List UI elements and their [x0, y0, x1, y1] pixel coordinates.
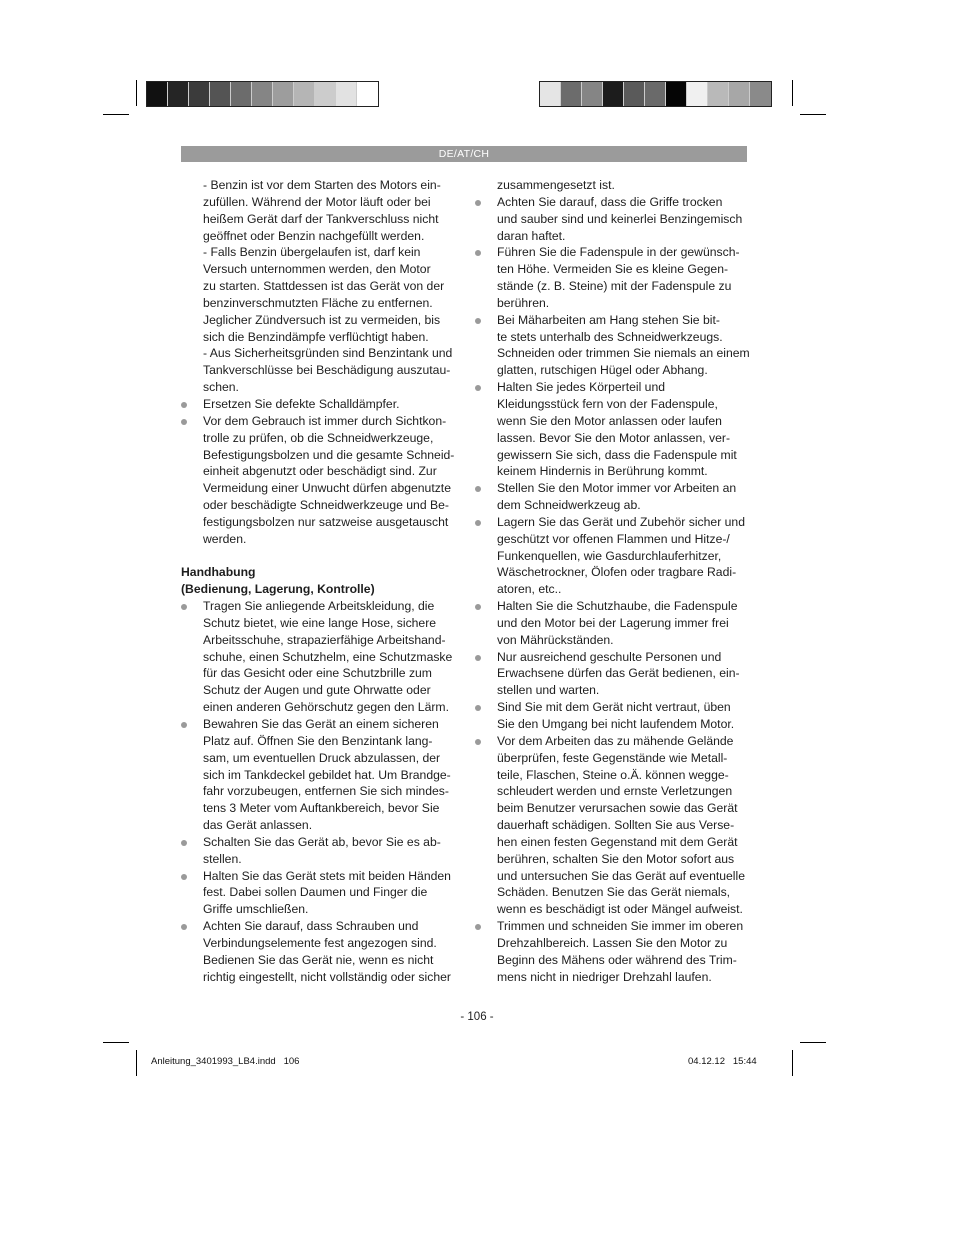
color-swatch: [603, 82, 624, 106]
text-line: Wäschetrockner, Ölofen oder tragbare Radi-: [497, 565, 737, 580]
bullet-item: [181, 598, 457, 716]
color-swatch: [231, 82, 252, 106]
color-swatch: [645, 82, 666, 106]
text-line: beim Benutzer verursachen sowie das Gerät: [497, 801, 738, 816]
text-line: Platz auf. Öffnen Sie den Benzintank lang-: [203, 733, 433, 748]
text-line: Bewahren Sie das Gerät an einem sicheren: [203, 717, 439, 731]
text-line: Halten Sie das Gerät stets mit beiden Händen: [203, 868, 451, 883]
color-swatch: [624, 82, 645, 106]
text-line: geschützt vor offenen Flammen und Hitze-/: [497, 531, 730, 546]
bullet-dot-icon: [475, 318, 481, 324]
text-line: - Benzin ist vor dem Starten des Motors ein-: [203, 178, 441, 192]
text-line: schuhe, einen Schutzhelm, eine Schutzmaske: [203, 649, 453, 664]
bullet-item: [475, 312, 751, 379]
text-line: Schäden. Benutzen Sie das Gerät niemals,: [497, 885, 731, 900]
text-line: festigungsbolzen nur satzweise ausgetauscht: [203, 514, 449, 529]
text-line: wenn Sie den Motor anlassen oder laufen: [497, 413, 722, 428]
text-line: zusammengesetzt ist.: [497, 178, 615, 192]
text-line: sam, um eventuellen Druck abzulassen, der: [203, 750, 441, 765]
text-line: teile, Flaschen, Steine o.Ä. können wegge-: [497, 767, 729, 782]
color-swatch: [729, 82, 750, 106]
text-line: Nur ausreichend geschulte Personen und: [497, 649, 722, 664]
bullet-item: [181, 918, 457, 985]
text-line: Drehzahlbereich. Lassen Sie den Motor zu: [497, 935, 728, 950]
text-line: benzinverschmutzten Fläche zu entfernen.: [203, 295, 433, 310]
text-line: schleudert werden und ernste Verletzungen: [497, 784, 733, 799]
bullet-dot-icon: [475, 385, 481, 391]
text-line: mens nicht in niedriger Drehzahl laufen.: [497, 969, 712, 984]
bullet-dot-icon: [475, 604, 481, 610]
text-line: Vor dem Gebrauch ist immer durch Sichtkon-: [203, 413, 447, 428]
text-line: Schutz der Augen und gute Ohrwatte oder: [203, 683, 431, 698]
text-line: Achten Sie darauf, dass die Griffe trocken: [497, 194, 723, 209]
bullet-dot-icon: [475, 520, 481, 526]
text-line: - Falls Benzin übergelaufen ist, darf kein: [203, 245, 421, 260]
crop-mark: [792, 1050, 793, 1076]
text-line: Ersetzen Sie defekte Schalldämpfer.: [203, 396, 400, 411]
text-line: te stets unterhalb des Schneidwerkzeugs.: [497, 329, 723, 344]
color-swatch: [210, 82, 231, 106]
crop-mark: [136, 80, 137, 106]
text-line: heißem Gerät darf der Tankverschluss nicht: [203, 211, 439, 226]
text-line: Schalten Sie das Gerät ab, bevor Sie es ab-: [203, 834, 441, 849]
text-line: berühren, schalten Sie den Motor sofort aus: [497, 851, 735, 866]
text-line: Sind Sie mit dem Gerät nicht vertraut, üben: [497, 700, 731, 715]
text-line: Bedienen Sie das Gerät nie, wenn es nicht: [203, 952, 434, 967]
right-column: [475, 177, 751, 986]
color-swatch: [582, 82, 603, 106]
text-line: dauerhaft schädigen. Sollten Sie aus Verse-: [497, 818, 735, 833]
text-line: Versuch unternommen werden, den Motor: [203, 262, 431, 277]
bullet-dot-icon: [181, 604, 187, 610]
text-line: lassen. Bevor Sie den Motor anlassen, ver-: [497, 430, 731, 445]
text-line: und untersuchen Sie das Gerät auf eventuelle: [497, 868, 745, 883]
text-line: und sauber sind und keinerlei Benzingemisch: [497, 211, 743, 226]
text-line: wenn es beschädigt ist oder Mängel aufweist.: [497, 902, 743, 917]
color-swatch: [294, 82, 315, 106]
text-line: Kleidungsstück fern von der Fadenspule,: [497, 396, 718, 411]
fuel-safety-paragraph: [181, 177, 457, 396]
bullet-item: [475, 480, 751, 514]
color-swatch: [147, 82, 168, 106]
text-line: berühren.: [497, 295, 550, 310]
bullet-item: [181, 868, 457, 919]
language-region-header: DE/AT/CH: [181, 146, 747, 162]
bullet-item: [475, 244, 751, 311]
text-line: Vermeidung einer Unwucht dürfen abgenutzte: [203, 481, 451, 496]
text-line: Führen Sie die Fadenspule in der gewünsch-: [497, 245, 740, 260]
crop-mark: [800, 114, 826, 115]
bullet-list: [181, 598, 457, 985]
color-swatch: [687, 82, 708, 106]
bullet-item: [475, 918, 751, 985]
footer-file-name: Anleitung_3401993_LB4.indd 106: [151, 1056, 300, 1067]
section-heading-title: Handhabung: [181, 565, 256, 580]
text-line: das Gerät anlassen.: [203, 818, 313, 833]
bullet-dot-icon: [181, 874, 187, 880]
color-swatch: [357, 82, 378, 106]
text-line: trolle zu prüfen, ob die Schneidwerkzeuge,: [203, 430, 434, 445]
text-line: daran haftet.: [497, 228, 566, 243]
text-line: gewissern Sie sich, dass die Fadenspule mit: [497, 447, 737, 462]
bullet-dot-icon: [475, 739, 481, 745]
text-line: Lagern Sie das Gerät und Zubehör sicher und: [497, 514, 745, 529]
text-line: fest. Dabei sollen Daumen und Finger die: [203, 885, 428, 900]
crop-mark: [792, 80, 793, 106]
bullet-dot-icon: [475, 200, 481, 206]
text-line: Tragen Sie anliegende Arbeitskleidung, die: [203, 599, 435, 614]
text-line: Beginn des Mähens oder während des Trim-: [497, 952, 737, 967]
text-line: Tankverschlüsse bei Beschädigung auszutau-: [203, 363, 451, 378]
bullet-item: [475, 649, 751, 700]
text-line: - Aus Sicherheitsgründen sind Benzintank und: [203, 346, 453, 361]
color-calibration-bar-right: [539, 81, 772, 107]
text-line: oder beschädigte Schneidwerkzeuge und Be-: [203, 498, 449, 513]
text-line: und den Motor bei der Lagerung immer frei: [497, 615, 729, 630]
text-line: sich die Benzindämpfe verflüchtigt haben.: [203, 329, 429, 344]
color-swatch: [168, 82, 189, 106]
text-line: sich im Tankdeckel gebildet hat. Um Brandge-: [203, 767, 451, 782]
text-line: Achten Sie darauf, dass Schrauben und: [203, 919, 419, 934]
color-swatch: [750, 82, 771, 106]
color-swatch: [189, 82, 210, 106]
bullet-dot-icon: [181, 722, 187, 728]
text-line: Schneiden oder trimmen Sie niemals an einem: [497, 346, 750, 361]
text-line: überprüfen, feste Gegenstände wie Metall-: [497, 750, 728, 765]
section-heading: [181, 564, 457, 598]
bullet-list: [181, 396, 457, 548]
text-line: fahr vorzubeugen, entfernen Sie sich mindes-: [203, 784, 449, 799]
text-line: Jeglicher Zündversuch ist zu vermeiden, bis: [203, 312, 441, 327]
bullet-item: [475, 598, 751, 649]
bullet-dot-icon: [181, 840, 187, 846]
bullet-item: [475, 194, 751, 245]
text-line: glatten, rutschigen Hügel oder Abhang.: [497, 363, 708, 378]
text-line: Halten Sie die Schutzhaube, die Fadenspule: [497, 599, 738, 614]
page-number: - 106 -: [460, 1011, 494, 1023]
text-line: schen.: [203, 380, 239, 395]
text-line: Vor dem Arbeiten das zu mähende Gelände: [497, 733, 734, 748]
bullet-item: [475, 379, 751, 480]
continued-paragraph: [475, 177, 751, 194]
color-swatch: [315, 82, 336, 106]
crop-mark: [103, 114, 129, 115]
section-heading-subtitle: (Bedienung, Lagerung, Kontrolle): [181, 582, 375, 597]
text-line: werden.: [203, 531, 247, 546]
left-column: [181, 177, 457, 986]
text-line: Schutz bietet, wie eine lange Hose, sichere: [203, 615, 437, 630]
crop-mark: [800, 1042, 826, 1043]
text-line: tens 3 Meter vom Auftankbereich, bevor Sie: [203, 801, 440, 816]
text-line: zu starten. Stattdessen ist das Gerät von der: [203, 279, 445, 294]
color-swatch: [273, 82, 294, 106]
color-swatch: [666, 82, 687, 106]
text-line: Sie den Umgang bei nicht laufendem Motor.: [497, 717, 735, 731]
text-line: Arbeitsschuhe, strapazierfähige Arbeitshand-: [203, 632, 446, 647]
bullet-item: [475, 514, 751, 598]
text-line: Funkenquellen, wie Gasdurchlauferhitzer,: [497, 548, 722, 563]
bullet-item: [181, 834, 457, 868]
text-line: Trimmen und schneiden Sie immer im oberen: [497, 919, 744, 934]
color-swatch: [252, 82, 273, 106]
color-swatch: [561, 82, 582, 106]
text-line: zufüllen. Während der Motor läuft oder bei: [203, 194, 431, 209]
bullet-dot-icon: [181, 419, 187, 425]
text-line: hen einen festen Gegenstand mit dem Gerät: [497, 834, 738, 849]
bullet-item: [181, 716, 457, 834]
bullet-dot-icon: [475, 655, 481, 661]
bullet-dot-icon: [181, 924, 187, 930]
crop-mark: [136, 1050, 137, 1076]
text-line: einheit abgenutzt oder beschädigt sind. Zur: [203, 464, 437, 479]
color-calibration-bar-left: [146, 81, 379, 107]
bullet-item: [181, 396, 457, 413]
text-line: Bei Mäharbeiten am Hang stehen Sie bit-: [497, 312, 720, 327]
text-line: richtig eingestellt, nicht vollständig oder sicher: [203, 969, 451, 984]
bullet-dot-icon: [475, 705, 481, 711]
text-line: Verbindungselemente fest angezogen sind.: [203, 935, 437, 950]
text-line: ten Höhe. Vermeiden Sie es kleine Gegen-: [497, 262, 729, 277]
bullet-item: [475, 733, 751, 918]
text-line: Befestigungsbolzen und die gesamte Schneid-: [203, 447, 455, 462]
color-swatch: [540, 82, 561, 106]
text-line: Stellen Sie den Motor immer vor Arbeiten an: [497, 481, 737, 496]
text-line: keinem Hindernis in Berührung kommt.: [497, 464, 708, 479]
text-line: geöffnet oder Benzin nachgefüllt werden.: [203, 228, 425, 243]
bullet-dot-icon: [475, 250, 481, 256]
text-line: stellen und warten.: [497, 683, 600, 698]
color-swatch: [708, 82, 729, 106]
text-line: atoren, etc..: [497, 582, 562, 597]
bullet-dot-icon: [181, 402, 187, 408]
text-line: Griffe umschließen.: [203, 902, 309, 917]
text-line: einen anderen Gehörschutz gegen den Lärm.: [203, 700, 449, 715]
text-line: stellen.: [203, 851, 242, 866]
crop-mark: [103, 1042, 129, 1043]
bullet-list: [475, 194, 751, 986]
bullet-item: [475, 699, 751, 733]
bullet-dot-icon: [475, 486, 481, 492]
bullet-dot-icon: [475, 924, 481, 930]
text-line: Erwachsene dürfen das Gerät bedienen, ein-: [497, 666, 740, 681]
text-line: für das Gesicht oder eine Schutzbrille zum: [203, 666, 432, 681]
footer-date-time: 04.12.12 15:44: [688, 1056, 757, 1067]
bullet-item: [181, 413, 457, 548]
color-swatch: [336, 82, 357, 106]
text-line: Halten Sie jedes Körperteil und: [497, 380, 666, 395]
text-line: stände (z. B. Steine) mit der Fadenspule zu: [497, 279, 732, 294]
text-line: von Mährückständen.: [497, 632, 614, 647]
text-line: dem Schneidwerkzeug ab.: [497, 498, 641, 513]
